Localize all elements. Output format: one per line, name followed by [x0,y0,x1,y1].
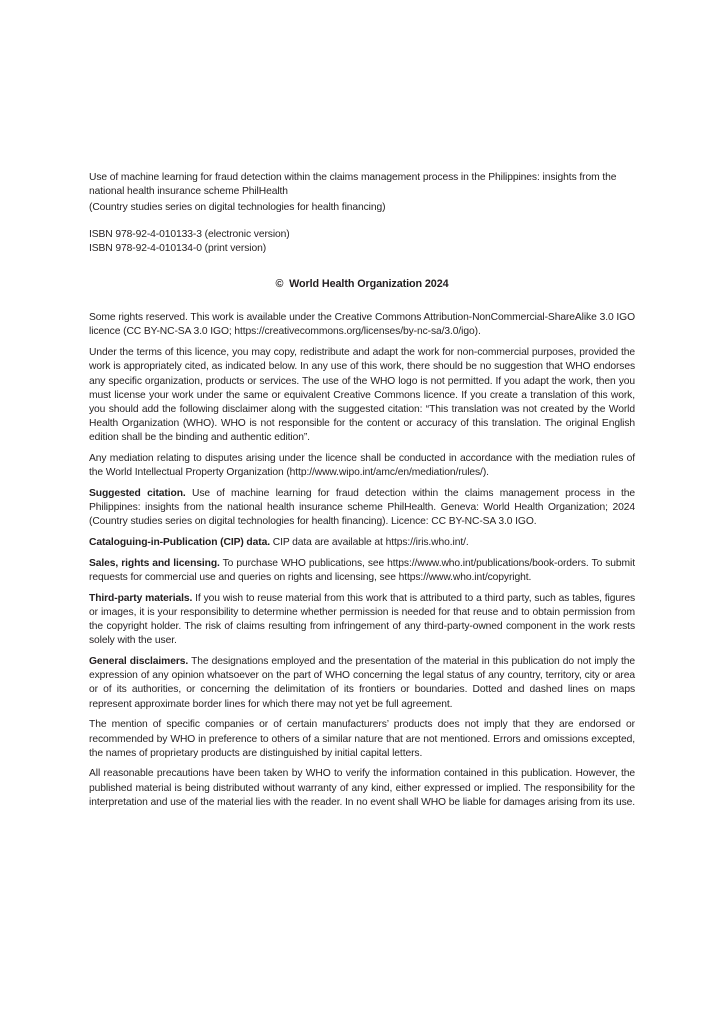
disclaimers-text: The designations employed and the presentation of the material in this publication do not imply the expression of any opinion whatsoever on the part of WHO concerning the legal status of any country, territory, city or area or of its authorities, or concerning the delimitation of its frontiers or boundaries. Dotted and dashed lines on maps represent approximate border lines for which there may not yet be full agreement. [89,655,635,710]
isbn-print: ISBN 978-92-4-010134-0 (print version) [89,242,267,254]
copyright-notice [89,277,635,291]
sales-text: To purchase WHO publications, see https://www.who.int/publications/book-orders. To submit requests for commercial use and queries on rights and licensing, see https://www.who.int/copyright. [89,557,635,583]
isbn-block [89,228,635,256]
sales-label: Sales, rights and licensing. [89,557,220,569]
companies-paragraph: The mention of specific companies or of certain manufacturers’ products does not imply that they are endorsed or recommended by WHO in preference to others of a similar nature that are not mentioned. Errors and omissions excepted, the names of proprietary products are distinguished by initial capital letters. [89,719,635,759]
licence-terms-paragraph: Under the terms of this licence, you may copy, redistribute and adapt the work for non-commercial purposes, provided the work is appropriately cited, as indicated below. In any use of this work, there should be no suggestion that WHO endorses any specific organization, products or services. The use of the WHO logo is not permitted. If you adapt the work, then you must license your work under the same or equivalent Creative Commons licence. If you create a translation of this work, you should add the following disclaimer along with the suggested citation: “This translation was not created by the World Health Organization (WHO). WHO is not responsible for the content or accuracy of this translation. The original English edition shall be the binding and authentic edition”. [89,347,635,444]
copyright-page [89,171,635,817]
cip-label: Cataloguing-in-Publication (CIP) data. [89,537,270,549]
precautions-paragraph: All reasonable precautions have been taken by WHO to verify the information contained in this publication. However, the published material is being distributed without warranty of any kind, either expressed or implied. The responsibility for the interpretation and use of the material lies with the reader. In no event shall WHO be liable for damages arising from its use. [89,768,636,808]
citation-label: Suggested citation. [89,487,186,499]
citation-text: Use of machine learning for fraud detection within the claims management process in the Philippines: insights from the national health insurance scheme PhilHealth. Geneva: World Health Organization; 2024 (Country studies series on digital technologies for health financing). Licence: CC BY-NC-SA 3.0 IGO. [89,487,635,528]
isbn-electronic: ISBN 978-92-4-010133-3 (electronic version) [89,228,290,240]
sales-paragraph [89,557,635,585]
publication-info [89,171,635,216]
mediation-paragraph: Any mediation relating to disputes arising under the licence shall be conducted in accordance with the mediation rules of the World Intellectual Property Organization (http://www.wipo.int/amc/en/mediation/rules/). [89,453,635,479]
publication-title: Use of machine learning for fraud detection within the claims management process in the Philippines: insights from the national health insurance scheme PhilHealth [89,172,617,198]
third-party-text: If you wish to reuse material from this work that is attributed to a third party, such as tables, figures or images, it is your responsibility to determine whether permission is needed for that reuse and to obtain permission from the copyright holder. The risk of claims resulting from infringement of any third-party-owned component in the work rests solely with the user. [89,592,635,647]
citation-paragraph [89,487,635,530]
rights-paragraph: Some rights reserved. This work is available under the Creative Commons Attribution-NonCommercial-ShareAlike 3.0 IGO licence (CC BY-NC-SA 3.0 IGO; https://creativecommons.org/licenses/by-nc-sa/3.0/igo). [89,312,635,338]
third-party-label: Third-party materials. [89,592,193,604]
cip-text: CIP data are available at https://iris.who.int/. [269,537,469,549]
third-party-paragraph [89,592,635,649]
series-name: (Country studies series on digital technologies for health financing) [89,202,386,214]
copyright-holder: World Health Organization 2024 [289,278,449,291]
copyright-symbol: © [275,278,284,291]
licence-body [89,311,635,810]
disclaimers-paragraph [89,655,635,712]
cip-paragraph [89,536,635,550]
disclaimers-label: General disclaimers. [89,655,189,667]
